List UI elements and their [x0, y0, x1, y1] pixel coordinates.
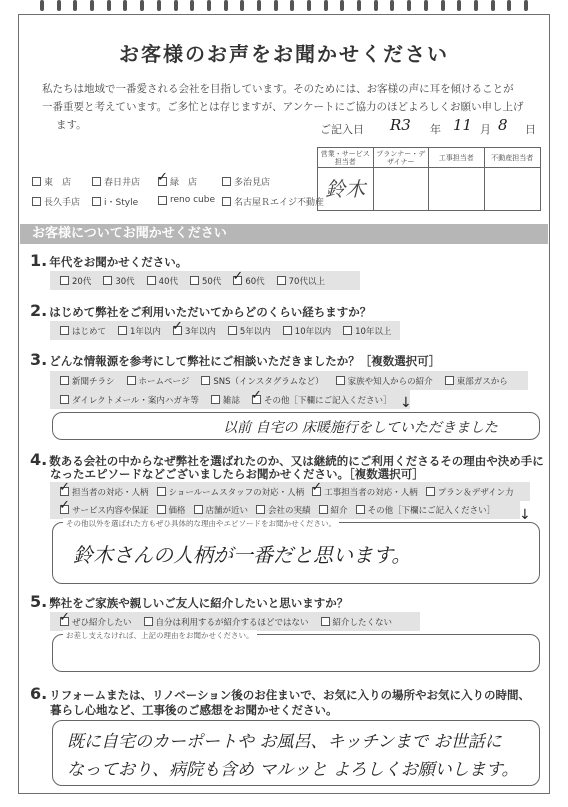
- q2-number: 2.: [30, 301, 48, 320]
- checkbox[interactable]: [277, 276, 286, 285]
- store-option[interactable]: [32, 175, 71, 188]
- option[interactable]: [60, 486, 149, 498]
- option[interactable]: [60, 394, 199, 406]
- checkbox[interactable]: [158, 177, 167, 186]
- option-label: 3年以内: [184, 326, 216, 337]
- q4-answer[interactable]: 鈴木さんの人柄が一番だと思います。: [73, 543, 412, 567]
- binder-ring: [57, 0, 61, 11]
- date-label: ご記入日: [320, 123, 364, 136]
- option[interactable]: [60, 275, 91, 287]
- checkbox[interactable]: [147, 276, 156, 285]
- binder-ring: [441, 0, 445, 11]
- binder-ring: [190, 0, 194, 11]
- checkbox[interactable]: [222, 197, 231, 206]
- store-label: 東 店: [44, 178, 72, 188]
- checkbox[interactable]: [356, 505, 365, 514]
- q6-number: 6.: [30, 684, 48, 703]
- staff-header-planner: プランナー・デザイナー: [374, 148, 430, 168]
- date-month[interactable]: 11: [453, 116, 473, 134]
- q5-text: 弊社をご家族や親しいご友人に紹介したいと思いますか？: [49, 596, 349, 610]
- option[interactable]: [157, 504, 186, 516]
- binder-ring: [507, 0, 511, 11]
- binder-ring: [324, 0, 328, 11]
- option[interactable]: [194, 504, 249, 516]
- option-label: 10年以内: [294, 326, 332, 337]
- q3-options-row2: [50, 390, 410, 409]
- store-option[interactable]: [92, 195, 138, 208]
- checkbox[interactable]: [201, 376, 210, 385]
- option-label: ダイレクトメール・案内ハガキ等: [72, 395, 199, 406]
- option-label: ぜひ紹介したい: [72, 617, 132, 628]
- staff-header-realestate: 不動産担当者: [485, 148, 541, 168]
- staff-value-sales[interactable]: 鈴木: [318, 168, 374, 210]
- option[interactable]: [445, 375, 508, 387]
- option[interactable]: [118, 325, 161, 337]
- q6-text-1: リフォームまたは、リノベーション後のお住まいで、お気に入りの場所やお気に入りの時間、: [49, 688, 531, 702]
- binder-ring: [524, 0, 528, 11]
- option-label: 60代: [245, 276, 265, 287]
- checkbox[interactable]: [336, 376, 345, 385]
- option[interactable]: [356, 504, 496, 516]
- option[interactable]: [103, 275, 134, 287]
- checkbox[interactable]: [157, 505, 166, 514]
- q1-title: [30, 251, 187, 270]
- checkbox[interactable]: [60, 376, 69, 385]
- checkbox[interactable]: [256, 505, 265, 514]
- checkbox[interactable]: [319, 505, 328, 514]
- option[interactable]: [60, 504, 149, 516]
- checkbox[interactable]: [118, 326, 127, 335]
- option-label: 30代: [115, 276, 135, 287]
- option-label: サービス内容や保証: [72, 505, 149, 516]
- option[interactable]: [127, 375, 190, 387]
- staff-value-realestate[interactable]: [485, 168, 541, 210]
- option[interactable]: [256, 504, 311, 516]
- checkbox[interactable]: [233, 276, 242, 285]
- checkbox[interactable]: [60, 505, 69, 514]
- option-label: 価格: [168, 505, 186, 516]
- q6-title: [30, 684, 530, 703]
- option[interactable]: [60, 325, 106, 337]
- option-label: ホームページ: [138, 376, 190, 387]
- binder-ring: [140, 0, 144, 11]
- store-label: 緑 店: [170, 178, 198, 188]
- checkbox[interactable]: [103, 276, 112, 285]
- q1-options: [50, 271, 360, 290]
- option-label: 5年以内: [239, 326, 271, 337]
- binder-ring: [491, 0, 495, 11]
- store-label: 多治見店: [234, 178, 271, 188]
- option[interactable]: [343, 325, 391, 337]
- q5-title: [30, 592, 348, 611]
- option-label: プラン＆デザイン力: [437, 487, 514, 498]
- store-option[interactable]: [222, 175, 270, 188]
- option-label: 50代: [201, 276, 222, 287]
- binder-ring: [207, 0, 211, 11]
- option[interactable]: [60, 616, 132, 628]
- store-option[interactable]: [158, 195, 215, 205]
- checkbox[interactable]: [321, 617, 330, 626]
- binder-ring: [224, 0, 228, 11]
- checkbox[interactable]: [158, 196, 167, 205]
- option[interactable]: [283, 325, 331, 337]
- binder-rings: [40, 0, 528, 12]
- arrow-down-icon-2: ↓: [519, 507, 531, 523]
- q4-hint: その他以外を選ばれた方もぜひ具体的な理由やエピソードをお聞かせください。: [63, 518, 339, 529]
- option-label: 紹介: [330, 505, 348, 516]
- checkbox[interactable]: [194, 505, 203, 514]
- store-option[interactable]: [32, 195, 80, 208]
- date-era[interactable]: R3: [390, 116, 411, 134]
- checkbox[interactable]: [190, 276, 199, 285]
- store-label: 名古屋Ｒエイジ不動産: [234, 198, 325, 208]
- q5-hint: お差し支えなければ、上記の理由をお聞かせください。: [63, 630, 257, 641]
- staff-value-construction[interactable]: [429, 168, 485, 210]
- option[interactable]: [144, 616, 309, 628]
- checkbox[interactable]: [127, 376, 136, 385]
- option-label: 10年以上: [355, 326, 392, 337]
- option-label: 家族や知人からの紹介: [347, 376, 433, 387]
- checkbox[interactable]: [92, 177, 101, 186]
- binder-ring: [407, 0, 411, 11]
- option[interactable]: [252, 394, 392, 406]
- option-label: ショールームスタッフの対応・人柄: [168, 487, 305, 498]
- q1-text: 年代をお聞かせください。: [49, 255, 188, 269]
- binder-ring: [457, 0, 461, 11]
- date-year-unit: 年: [430, 123, 441, 136]
- option[interactable]: [157, 486, 305, 498]
- checkbox[interactable]: [32, 197, 41, 206]
- option[interactable]: [60, 375, 115, 387]
- q3-options-row1: [50, 371, 528, 390]
- intro-line-1: 私たちは地域で一番愛される会社を目指しています。そのためには、お客様の声に耳を傾けることが: [42, 83, 514, 95]
- option[interactable]: [321, 616, 393, 628]
- staff-header-sales: 営業・サービス担当者: [318, 148, 374, 168]
- q6-answer-box[interactable]: [52, 720, 540, 786]
- checkbox[interactable]: [173, 326, 182, 335]
- q5-options: [50, 612, 420, 631]
- q3-number: 3.: [30, 350, 48, 369]
- checkbox[interactable]: [144, 617, 153, 626]
- date-day-unit: 日: [525, 123, 536, 136]
- page-title: お客様のお声をお聞かせください: [119, 42, 449, 66]
- staff-value-planner[interactable]: [374, 168, 430, 210]
- option-label: 工事担当者の対応・人柄: [324, 487, 418, 498]
- q3-answer[interactable]: 以前 自宅の 床暖施行をしていただきました: [223, 420, 498, 436]
- staff-table: [317, 147, 541, 211]
- checkbox[interactable]: [157, 487, 166, 496]
- binder-ring: [123, 0, 127, 11]
- option-label: 会社の実績: [268, 505, 311, 516]
- store-label: 長久手店: [44, 198, 81, 208]
- q6-answer-line-1[interactable]: 既に自宅のカーポートや お風呂、キッチンまで お世話に: [67, 732, 502, 752]
- checkbox[interactable]: [252, 395, 261, 404]
- option[interactable]: [147, 275, 178, 287]
- option[interactable]: [228, 325, 271, 337]
- binder-ring: [73, 0, 77, 11]
- option[interactable]: [319, 504, 348, 516]
- checkbox[interactable]: [222, 177, 231, 186]
- binder-ring: [290, 0, 294, 11]
- option-label: 自分は利用するが紹介するほどではない: [155, 617, 309, 628]
- option-label: はじめて: [72, 326, 107, 337]
- option-label: 新聞チラシ: [72, 376, 115, 387]
- q4-options-row1: [50, 482, 530, 501]
- checkbox[interactable]: [92, 197, 101, 206]
- binder-ring: [474, 0, 478, 11]
- binder-ring: [274, 0, 278, 11]
- option[interactable]: [201, 375, 323, 387]
- option-label: 担当者の対応・人柄: [72, 487, 149, 498]
- q3-text: どんな情報源を参考にして弊社にご相談いただきましたか？［複数選択可］: [49, 354, 441, 368]
- q5-number: 5.: [30, 592, 48, 611]
- q4-text-1: 数ある会社の中からなぜ弊社を選ばれたのか、又は継続的にご利用くださるその理由や決め手に: [49, 454, 544, 468]
- option[interactable]: [173, 325, 216, 337]
- checkbox[interactable]: [343, 326, 352, 335]
- checkbox[interactable]: [60, 395, 69, 404]
- option-label: 70代以上: [288, 276, 325, 287]
- option[interactable]: [211, 394, 240, 406]
- binder-ring: [357, 0, 361, 11]
- option-label: 1年以内: [130, 326, 161, 337]
- arrow-down-icon: ↓: [400, 395, 412, 411]
- q3-answer-box[interactable]: [52, 412, 540, 440]
- option[interactable]: [190, 275, 221, 287]
- option-label: 紹介したくない: [332, 617, 393, 628]
- checkbox[interactable]: [445, 376, 454, 385]
- binder-ring: [240, 0, 244, 11]
- q2-text: はじめて弊社をご利用いただいてからどのくらい経ちますか？: [49, 305, 372, 319]
- option-label: 雑誌: [222, 395, 240, 406]
- binder-ring: [174, 0, 178, 11]
- checkbox[interactable]: [426, 487, 435, 496]
- option[interactable]: [426, 486, 514, 498]
- checkbox[interactable]: [32, 177, 41, 186]
- checkbox[interactable]: [60, 617, 69, 626]
- binder-ring: [340, 0, 344, 11]
- checkbox[interactable]: [60, 326, 69, 335]
- option-label: 東部ガスから: [456, 376, 508, 387]
- date-month-unit: 月: [480, 123, 491, 136]
- binder-ring: [107, 0, 111, 11]
- q6-answer-line-2[interactable]: なっており、病院も含め マルッと よろしくお願いします。: [67, 760, 519, 780]
- option-label: SNS（インスタグラムなど）: [213, 376, 324, 387]
- checkbox[interactable]: [211, 395, 220, 404]
- checkbox[interactable]: [60, 487, 69, 496]
- q2-title: [30, 301, 371, 320]
- binder-ring: [390, 0, 394, 11]
- store-label: i・Style: [104, 198, 139, 208]
- store-option[interactable]: [222, 195, 324, 208]
- checkbox[interactable]: [60, 276, 69, 285]
- q4-answer-box[interactable]: [52, 519, 540, 584]
- staff-header-construction: 工事担当者: [429, 148, 485, 168]
- option[interactable]: [233, 275, 264, 287]
- option[interactable]: [312, 486, 418, 498]
- q4-title-2: なったエピソードなどございましたらお聞かせください。［複数選択可］: [50, 467, 424, 481]
- binder-ring: [40, 0, 44, 11]
- store-label: reno cube: [170, 195, 216, 205]
- q4-options-row2: [50, 500, 520, 519]
- option-label: 20代: [72, 276, 92, 287]
- binder-ring: [307, 0, 311, 11]
- option-label: 店舗が近い: [205, 505, 249, 516]
- option-label: 40代: [158, 276, 178, 287]
- q5-answer-box[interactable]: [52, 631, 540, 672]
- q6-title-2: 暮らし心地など、工事後のご感想をお聞かせください。: [50, 703, 338, 717]
- option-label: その他［下欄にご記入ください］: [367, 505, 496, 516]
- date-day[interactable]: 8: [498, 116, 508, 134]
- binder-ring: [424, 0, 428, 11]
- intro-line-2: 一番重要と考えています。ご多忙とは存じますが、アンケートにご協力のほどよろしくお願い申し上げます。: [42, 101, 524, 131]
- option-label: その他［下欄にご記入ください］: [263, 395, 392, 406]
- q4-number: 4.: [30, 450, 48, 469]
- store-label: 春日井店: [104, 178, 141, 188]
- q2-options: [50, 321, 400, 340]
- store-option[interactable]: [158, 175, 197, 188]
- binder-ring: [157, 0, 161, 11]
- option[interactable]: [336, 375, 433, 387]
- store-option[interactable]: [92, 175, 140, 188]
- q1-number: 1.: [30, 251, 48, 270]
- checkbox[interactable]: [283, 326, 292, 335]
- binder-ring: [90, 0, 94, 11]
- checkbox[interactable]: [228, 326, 237, 335]
- binder-ring: [257, 0, 261, 11]
- option[interactable]: [277, 275, 325, 287]
- section-header: お客様についてお聞かせください: [20, 224, 548, 244]
- checkbox[interactable]: [312, 487, 321, 496]
- binder-ring: [374, 0, 378, 11]
- q3-title: [30, 350, 440, 369]
